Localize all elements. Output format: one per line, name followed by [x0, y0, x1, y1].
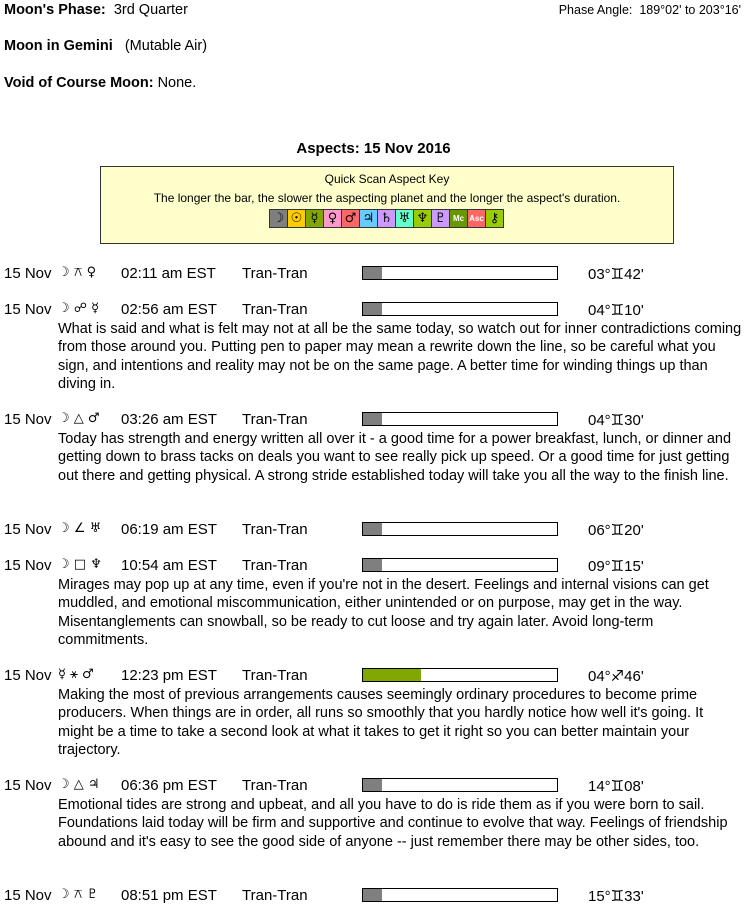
duration-bar: [362, 668, 558, 682]
phase-angle-label: Phase Angle:: [558, 3, 633, 17]
duration-bar: [362, 266, 558, 280]
aspect-time: 10:54 am EST: [121, 557, 217, 574]
aspect-position: 14°♊08': [588, 778, 644, 795]
aspect-interpretation: Mirages may pop up at any time, even if you're not in the desert. Feelings and internal visions can get muddled, and emotional miscommunication, either unintended or on purpose, may get in the way. Misentanglements can snowball, so be ready to cut loose and try again later. Avoid long-term commitments.: [58, 577, 709, 648]
aspect-row: [4, 777, 744, 851]
aspect-type: Tran-Tran: [242, 521, 308, 538]
aspect-position: 04°♊10': [588, 302, 644, 319]
aspect-position: 03°♊42': [588, 266, 644, 283]
aspect-type: Tran-Tran: [242, 667, 308, 684]
duration-bar-fill: [363, 267, 382, 279]
sun-icon: ☉: [287, 209, 306, 228]
aspect-position: 04°♊30': [588, 412, 644, 429]
aspect-date: 15 Nov: [4, 887, 52, 904]
aspect-row: [4, 521, 744, 539]
void-of-course: [4, 75, 196, 91]
jupiter-icon: ♃: [359, 209, 378, 228]
aspect-interpretation: Today has strength and energy written all over it - a good time for a power breakfast, lunch, or dinner and getting down to brass tacks on deals you want to see really pick up speed. Or a good time for just getting out there and getting physical. A strong stride established today will take you all the way to the finish line.: [58, 431, 732, 484]
duration-bar: [362, 888, 558, 902]
aspect-row: [4, 265, 744, 283]
aspect-row: [4, 667, 744, 759]
duration-bar-fill: [363, 413, 382, 425]
duration-bar-fill: [363, 559, 382, 571]
aspect-time: 02:11 am EST: [121, 265, 216, 282]
duration-bar: [362, 558, 558, 572]
aspect-date: 15 Nov: [4, 557, 52, 574]
aspect-type: Tran-Tran: [242, 777, 308, 794]
ascendant-icon: Asc: [467, 209, 486, 228]
aspect-glyphs: ☽ △ ♂: [58, 411, 100, 426]
void-of-course-label: Void of Course Moon:: [4, 75, 154, 91]
duration-bar-fill: [363, 669, 421, 681]
duration-bar: [362, 522, 558, 536]
aspect-type: Tran-Tran: [242, 887, 308, 904]
aspect-date: 15 Nov: [4, 301, 52, 318]
aspect-position: 15°♊33': [588, 888, 644, 905]
planet-color-key: [101, 209, 673, 228]
aspect-glyphs: ☽ △ ♃: [58, 777, 100, 792]
uranus-icon: ♅: [395, 209, 414, 228]
aspect-date: 15 Nov: [4, 411, 52, 428]
duration-bar: [362, 302, 558, 316]
aspect-type: Tran-Tran: [242, 265, 308, 282]
aspect-glyphs: ☽ ∠ ♅: [58, 521, 102, 536]
moon-sign-label: Moon in Gemini: [4, 38, 113, 54]
aspect-interpretation: What is said and what is felt may not at all be the same today, so watch out for inner contradictions coming from those around you. Putting pen to paper may mean a rewrite down the line, so be careful what you sign, and intentions and reality may not be on the same page. A better time for winding things up than diving in.: [58, 321, 742, 392]
moon-sign: [4, 38, 207, 54]
aspect-interpretation: Emotional tides are strong and upbeat, and all you have to do is ride them as if you were born to sail. Foundations laid today will be firm and supportive and continue to evolve that way. Feelings of friendship abound and it's easy to see the good side of anyone -- just remember there may be other sides, too.: [58, 797, 728, 850]
aspect-date: 15 Nov: [4, 265, 52, 282]
aspect-position: 04°♐46': [588, 668, 644, 685]
aspect-row: [4, 557, 744, 649]
chiron-icon: ⚷: [485, 209, 504, 228]
aspect-date: 15 Nov: [4, 521, 52, 538]
moon-icon: ☽: [269, 209, 288, 228]
aspect-time: 12:23 pm EST: [121, 667, 217, 684]
aspect-glyphs: ☽ ⚻ ♀: [58, 265, 97, 280]
venus-icon: ♀: [323, 209, 342, 228]
aspect-key-box: [100, 166, 674, 244]
pluto-icon: ♇: [431, 209, 450, 228]
aspect-time: 02:56 am EST: [121, 301, 217, 318]
aspect-time: 06:19 am EST: [121, 521, 217, 538]
aspects-title: Aspects: 15 Nov 2016: [296, 140, 451, 157]
void-of-course-value: None.: [157, 75, 197, 91]
moon-phase: [4, 2, 188, 18]
aspect-row: [4, 411, 744, 485]
saturn-icon: ♄: [377, 209, 396, 228]
duration-bar-fill: [363, 523, 382, 535]
neptune-icon: ♆: [413, 209, 432, 228]
mercury-icon: ☿: [305, 209, 324, 228]
duration-bar-fill: [363, 779, 382, 791]
aspect-glyphs: ☽ ⚻ ♇: [58, 887, 99, 902]
aspect-type: Tran-Tran: [242, 301, 308, 318]
aspect-key-description: The longer the bar, the slower the aspecting planet and the longer the aspect's duration.: [153, 191, 621, 205]
duration-bar: [362, 412, 558, 426]
mars-icon: ♂: [341, 209, 360, 228]
moon-phase-label: Moon's Phase:: [4, 2, 106, 18]
phase-angle: [559, 3, 741, 17]
aspect-time: 03:26 am EST: [121, 411, 217, 428]
aspect-date: 15 Nov: [4, 777, 52, 794]
aspect-date: 15 Nov: [4, 667, 52, 684]
moon-phase-value: 3rd Quarter: [113, 2, 188, 18]
aspect-time: 08:51 pm EST: [121, 887, 217, 904]
moon-sign-element: (Mutable Air): [124, 38, 208, 54]
aspect-glyphs: ☿ ⚹ ♂: [58, 667, 94, 682]
aspect-position: 06°♊20': [588, 522, 644, 539]
phase-angle-value: 189°02' to 203°16': [639, 3, 741, 17]
aspect-time: 06:36 pm EST: [121, 777, 217, 794]
aspect-key-title: Quick Scan Aspect Key: [324, 172, 450, 186]
duration-bar-fill: [363, 889, 382, 901]
aspect-type: Tran-Tran: [242, 557, 308, 574]
aspect-row: [4, 887, 744, 905]
aspect-glyphs: ☽ □ ♆: [58, 557, 102, 572]
duration-bar-fill: [363, 303, 382, 315]
aspect-type: Tran-Tran: [242, 411, 308, 428]
duration-bar: [362, 778, 558, 792]
aspect-glyphs: ☽ ☍ ☿: [58, 301, 100, 316]
aspect-position: 09°♊15': [588, 558, 644, 575]
midheaven-icon: Mc: [449, 209, 468, 228]
aspect-interpretation: Making the most of previous arrangements causes seemingly ordinary procedures to become prime producers. When things are in order, all runs so smoothly that you hardly notice how well it's going. It might be a time to take a second look at what it takes to get it right so you can better maintain your trajectory.: [58, 687, 704, 758]
aspect-row: [4, 301, 744, 393]
